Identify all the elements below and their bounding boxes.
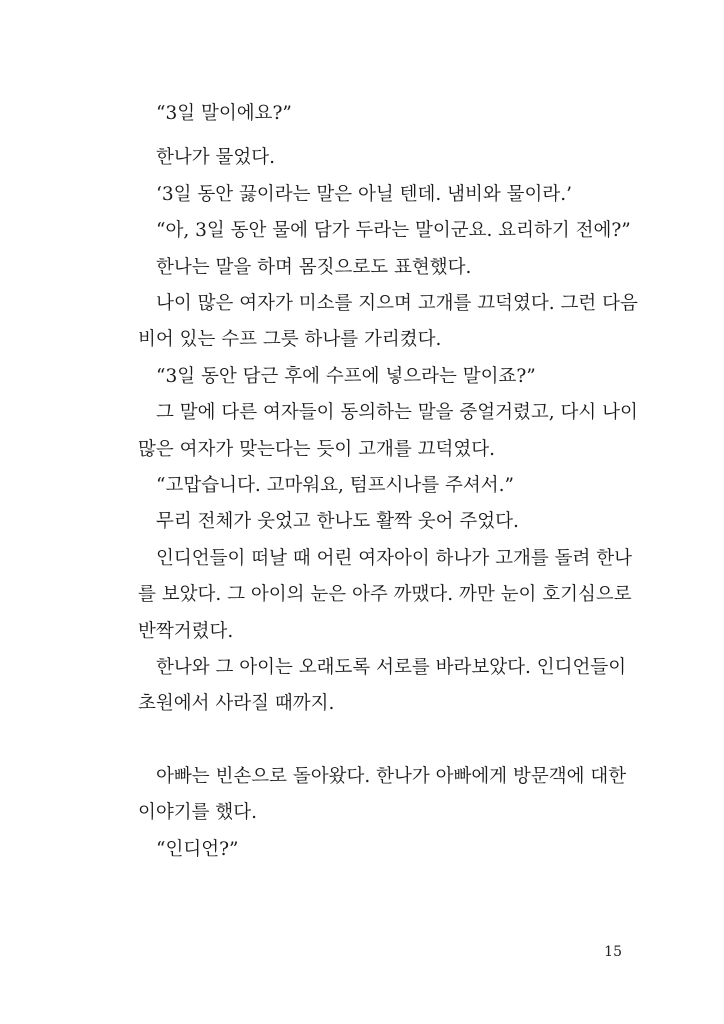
text-line: “고맙습니다. 고마워요, 텀프시나를 주셔서.” — [156, 475, 515, 496]
text-line: 를 보았다. 그 아이의 눈은 아주 까맸다. 까만 눈이 호기심으로 — [138, 584, 632, 605]
text-line: “인디언?” — [156, 839, 239, 860]
text-line: 이야기를 했다. — [138, 802, 257, 823]
text-line: 한나는 말을 하며 몸짓으로도 표현했다. — [156, 257, 472, 278]
text-line: 한나가 물었다. — [156, 147, 275, 168]
text-line: 한나와 그 아이는 오래도록 서로를 바라보았다. 인디언들이 — [156, 657, 627, 678]
text-line: “3일 동안 담근 후에 수프에 넣으라는 말이죠?” — [156, 366, 536, 387]
text-line: 그 말에 다른 여자들이 동의하는 말을 중얼거렸고, 다시 나이 — [156, 402, 638, 423]
text-line: “아, 3일 동안 물에 담가 두라는 말이군요. 요리하기 전에?” — [156, 220, 631, 241]
text-line: 무리 전체가 웃었고 한나도 활짝 웃어 주었다. — [156, 511, 519, 532]
text-line: 인디언들이 떠날 때 어린 여자아이 하나가 고개를 돌려 한나 — [156, 548, 632, 569]
text-line: 반짝거렸다. — [138, 621, 234, 642]
text-line: 나이 많은 여자가 미소를 지으며 고개를 끄덕였다. 그런 다음 — [156, 293, 638, 314]
text-line: 많은 여자가 맞는다는 듯이 고개를 끄덕였다. — [138, 439, 495, 460]
text-line: 초원에서 사라질 때까지. — [138, 693, 335, 714]
text-line: 비어 있는 수프 그릇 하나를 가리켰다. — [138, 329, 442, 350]
text-line: 아빠는 빈손으로 돌아왔다. 한나가 아빠에게 방문객에 대한 — [156, 766, 627, 787]
page-number: 15 — [604, 944, 622, 960]
text-line: “3일 말이에요?” — [156, 103, 292, 124]
text-line: ‘3일 동안 끓이라는 말은 아닐 텐데. 냄비와 물이라.’ — [156, 184, 573, 205]
